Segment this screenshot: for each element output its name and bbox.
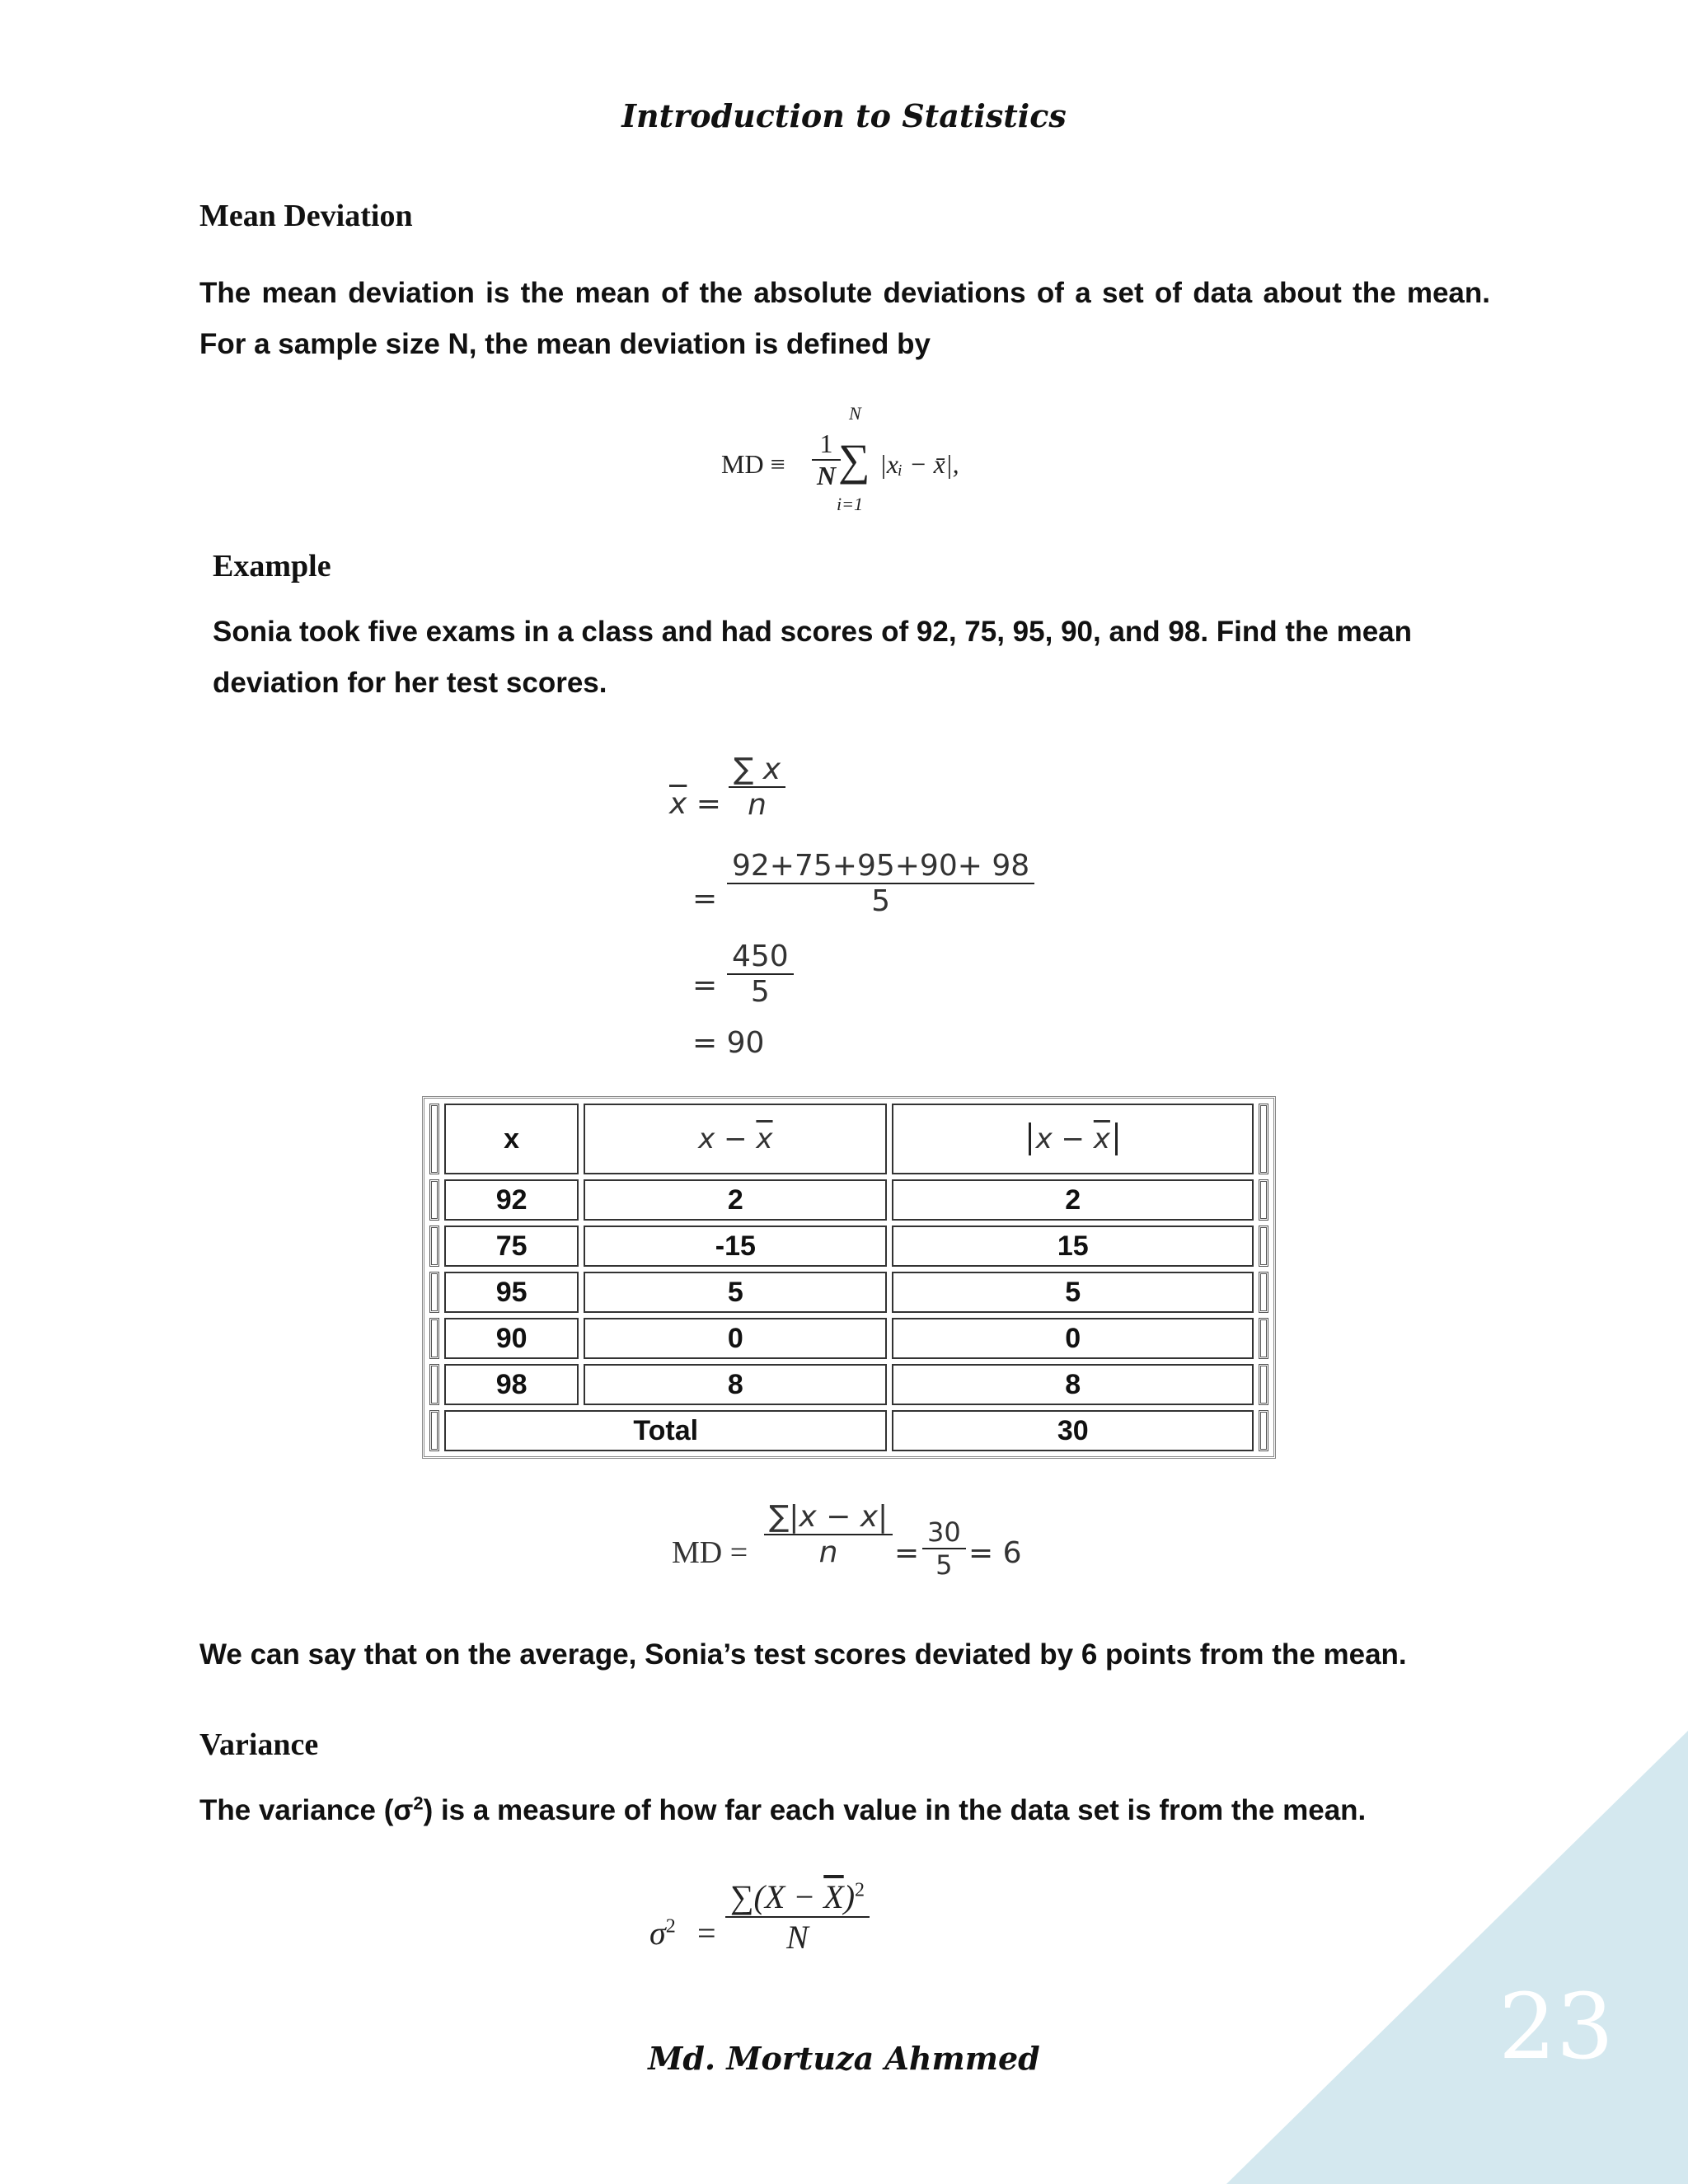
formula-numerator: 1: [812, 429, 841, 461]
sum-lower-limit: i=1: [837, 494, 863, 514]
variance-denominator: N: [786, 1919, 809, 1956]
cell-deviation: 5: [584, 1272, 887, 1313]
variance-paragraph: [199, 1785, 1518, 1836]
table-edge: [429, 1226, 439, 1267]
conclusion-paragraph: We can say that on the average, Sonia’s test scores deviated by 6 points from the mean.: [199, 1638, 1407, 1671]
formula-equiv: ≡: [770, 449, 785, 479]
md-result-formula: [672, 1492, 1051, 1599]
md-denominator: n: [818, 1535, 838, 1569]
table-edge: [1259, 1179, 1268, 1221]
table-edge: [1259, 1272, 1268, 1313]
table-row: [429, 1272, 1268, 1313]
variance-text-sup: 2: [413, 1793, 424, 1814]
equals-sign: =: [696, 787, 721, 821]
variance-formula: $\sigma^2$ = $\frac{\sum(X - \overline{X})^2}{N}$: [649, 1871, 913, 1978]
header-x: [444, 1104, 579, 1174]
header-deviation: $x - \overline{x}$: [584, 1104, 887, 1174]
table-edge: [1259, 1318, 1268, 1359]
cell-abs-deviation: 2: [892, 1179, 1254, 1221]
section-heading-example: Example: [213, 549, 331, 583]
cell-abs-deviation: 0: [892, 1318, 1254, 1359]
cell-abs-deviation: 15: [892, 1226, 1254, 1267]
equals-sign: =: [692, 968, 718, 1002]
total-label: Total: [444, 1410, 887, 1451]
total-value: 30: [892, 1410, 1254, 1451]
md-numerator: ∑|x − x|: [764, 1500, 893, 1535]
mean-deviation-paragraph: The mean deviation is the mean of the absolute deviations of a set of data about the mean. For a sample size N, the mean deviation is defined by: [199, 277, 1490, 360]
table-edge: [1259, 1364, 1268, 1405]
table-edge: [429, 1364, 439, 1405]
variance-text-pre: The variance (σ: [199, 1794, 414, 1826]
table-edge: [429, 1318, 439, 1359]
section-heading-mean-deviation: Mean Deviation: [199, 199, 413, 233]
cell-x: 98: [444, 1364, 579, 1405]
sigma-exponent: 2: [665, 1915, 676, 1938]
table-edge: [429, 1410, 439, 1451]
md-value: = 6: [968, 1536, 1022, 1570]
cell-abs-deviation: 8: [892, 1364, 1254, 1405]
cell-deviation: -15: [584, 1226, 887, 1267]
table-row: [429, 1318, 1268, 1359]
table-edge: [1259, 1226, 1268, 1267]
cell-abs-deviation: 5: [892, 1272, 1254, 1313]
sigma-lowercase: σ: [649, 1915, 666, 1952]
page-number: 23: [1498, 1974, 1614, 2079]
cell-x: 90: [444, 1318, 579, 1359]
equals-sign: =: [692, 882, 718, 916]
sum-of-scores: 92+75+95+90+ 98: [727, 849, 1034, 884]
count-denominator: 5: [871, 884, 891, 918]
cell-x: 75: [444, 1226, 579, 1267]
header-x-label: x: [504, 1122, 520, 1155]
table-row: [429, 1226, 1268, 1267]
total-denominator: 5: [750, 975, 770, 1009]
md-total: 30: [922, 1516, 966, 1549]
cell-deviation: 0: [584, 1318, 887, 1359]
formula-denominator: N: [817, 461, 837, 490]
cell-x: 95: [444, 1272, 579, 1313]
table-header-row: [429, 1104, 1268, 1174]
page-header: Introduction to Statistics: [621, 97, 1067, 134]
section-heading-variance: Variance: [199, 1727, 319, 1762]
table-edge: [429, 1272, 439, 1313]
md-lhs: MD =: [672, 1535, 748, 1570]
sum-upper-limit: N: [849, 403, 861, 424]
n-denominator: n: [748, 788, 767, 822]
header-abs-deviation: $x - \overline{x}$: [892, 1104, 1254, 1174]
table-row: [429, 1179, 1268, 1221]
deviation-table: [422, 1096, 1276, 1459]
cell-deviation: 8: [584, 1364, 887, 1405]
mean-calculation: [669, 746, 1081, 1067]
page-footer-author: Md. Mortuza Ahmmed: [648, 2040, 1040, 2077]
sum-x-numerator: ∑ x: [729, 752, 785, 788]
example-paragraph: Sonia took five exams in a class and had scores of 92, 75, 95, 90, and 98. Find the mean deviation for her test scores.: [213, 616, 1413, 699]
formula-lhs: MD: [721, 449, 764, 479]
mean-result: = 90: [692, 1026, 765, 1060]
table-edge: [1259, 1104, 1268, 1174]
table-edge: [429, 1104, 439, 1174]
equals-sign: =: [894, 1536, 920, 1570]
table-row: [429, 1364, 1268, 1405]
cell-deviation: 2: [584, 1179, 887, 1221]
numerator-exponent: 2: [855, 1879, 865, 1901]
variance-text-post: ) is a measure of how far each value in the data set is from the mean.: [423, 1794, 1367, 1826]
table-edge: [429, 1179, 439, 1221]
total-numerator: 450: [727, 940, 794, 975]
xbar-symbol: $\overline{x}$: [669, 787, 687, 821]
sigma-symbol: ∑: [838, 435, 870, 485]
table-total-row: [429, 1410, 1268, 1451]
cell-x: 92: [444, 1179, 579, 1221]
formula-body: |xᵢ − x̄|,: [879, 449, 959, 479]
md-count: 5: [935, 1549, 953, 1581]
table-edge: [1259, 1410, 1268, 1451]
equals-sign: =: [697, 1915, 716, 1952]
